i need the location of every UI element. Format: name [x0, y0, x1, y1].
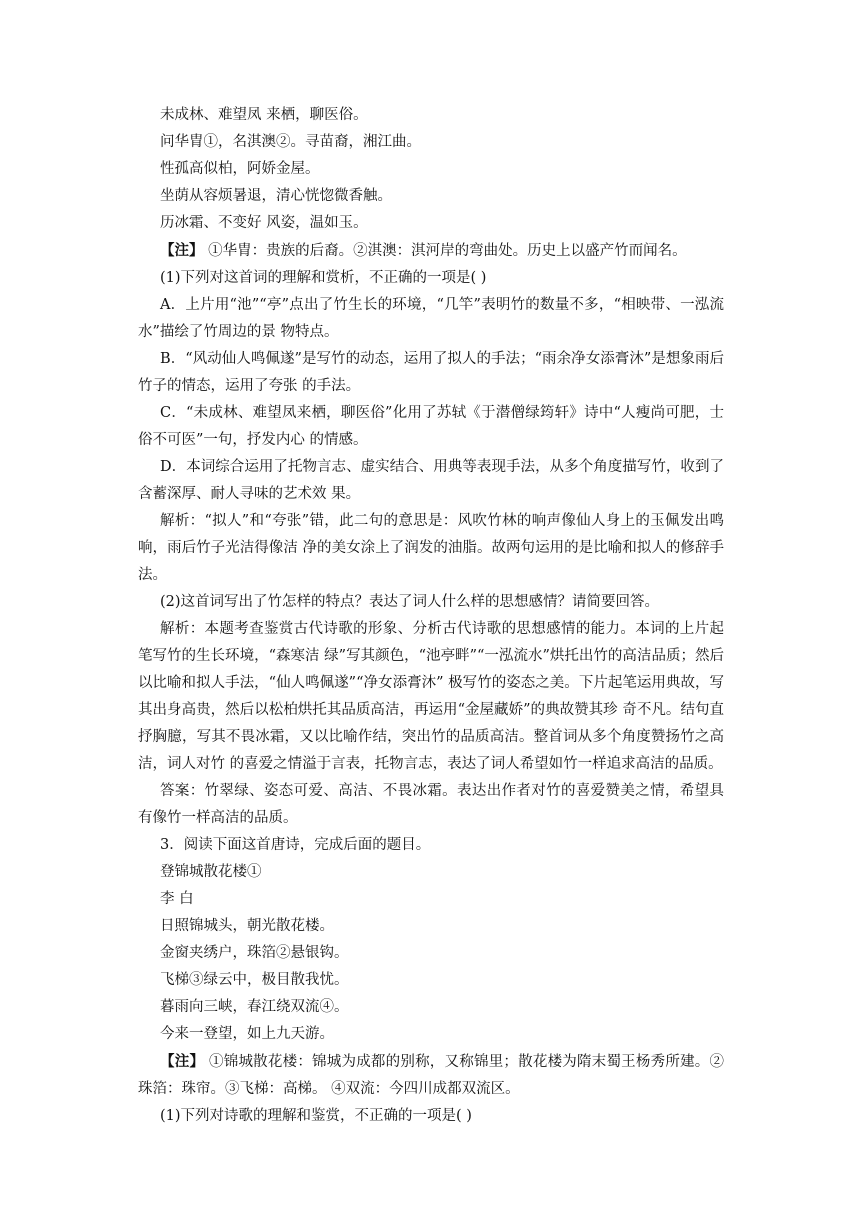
analysis-2: 解析：本题考查鉴赏古代诗歌的形象、分析古代诗歌的思想感情的能力。本词的上片起笔写竹的生长环境，“森寒洁 绿”写其颜色，“池亭畔”“一泓流水”烘托出竹的高洁品质；然后以比喻和拟人手法，“仙人鸣佩遂”“净女添膏沐” 极写竹的姿态之美。下片起笔运用典故，写其出身高贵，然后以松柏烘托其品质高洁，再运用“金屋藏娇”的典故赞其珍 奇不凡。结句直抒胸臆，写其不畏冰霜，又以比喻作结，突出竹的品质高洁。整首词从多个角度赞扬竹之高洁，词人对竹 的喜爱之情溢于言表，托物言志，表达了词人希望如竹一样追求高洁的品质。 — [138, 621, 724, 772]
note-text: ①锦城散花楼：锦城为成都的别称，又称锦里；散花楼为隋末蜀王杨秀所建。②珠箔：珠帘。③飞梯：高梯。 ④双流：今四川成都双流区。 — [138, 1054, 725, 1097]
poem-note — [138, 237, 724, 265]
poem-line: 日照锦城头，朝光散花楼。 — [160, 918, 334, 934]
question-1: (1)下列对这首词的理解和赏析，不正确的一项是( ) — [160, 270, 487, 286]
option-c: C．“未成林、难望凤来栖，聊医俗”化用了苏轼《于潜僧绿筠轩》诗中“人瘦尚可肥，士俗不可医”一句，抒发内心 的情感。 — [138, 405, 724, 448]
poem-line: 坐荫从容烦暑退，清心恍惚微香触。 — [160, 188, 392, 204]
option-d: D．本词综合运用了托物言志、虚实结合、用典等表现手法，从多个角度描写竹，收到了含蓄深厚、耐人寻味的艺术效 果。 — [138, 459, 724, 502]
option-b: B．“风动仙人鸣佩遂”是写竹的动态，运用了拟人的手法；“雨余净女添膏沐”是想象雨后竹子的情态，运用了夸张 的手法。 — [138, 351, 724, 394]
poem-line: 问华胄①，名淇澳②。寻苗裔，湘江曲。 — [160, 134, 421, 150]
poem-note — [138, 1048, 724, 1103]
section-3-intro: 3．阅读下面这首唐诗，完成后面的题目。 — [160, 837, 431, 853]
analysis-1: 解析：“拟人”和“夸张”错，此二句的意思是：风吹竹林的响声像仙人身上的玉佩发出鸣响，雨后竹子光洁得像洁 净的美女涂上了润发的油脂。故两句运用的是比喻和拟人的修辞手法。 — [138, 513, 724, 583]
option-a: A．上片用“池”“亭”点出了竹生长的环境，“几竿”表明竹的数量不多，“相映带、一泓流水”描绘了竹周边的景 物特点。 — [138, 297, 724, 340]
poem-line: 暮雨向三峡，春江绕双流④。 — [160, 999, 349, 1015]
poem-line: 金窗夹绣户，珠箔②悬银钩。 — [160, 945, 349, 961]
poem-line: 未成林、难望凤 来栖，聊医俗。 — [160, 107, 368, 123]
note-text: ①华胄：贵族的后裔。②淇澳：淇河岸的弯曲处。历史上以盛产竹而闻名。 — [203, 243, 687, 259]
answer-2: 答案：竹翠绿、姿态可爱、高洁、不畏冰霜。表达出作者对竹的喜爱赞美之情，希望具有像竹一样高洁的品质。 — [138, 783, 724, 826]
poem-author: 李 白 — [160, 891, 194, 907]
poem-title: 登锦城散花楼① — [160, 864, 262, 880]
note-tag: 【注】 — [160, 242, 204, 259]
poem-line: 性孤高似柏，阿娇金屋。 — [160, 161, 320, 177]
question-2: (2)这首词写出了竹怎样的特点？表达了词人什么样的思想感情？请简要回答。 — [160, 594, 660, 610]
document-body — [138, 102, 724, 1130]
note-tag: 【注】 — [160, 1053, 205, 1070]
poem-line: 飞梯③绿云中，极目散我忧。 — [160, 972, 349, 988]
poem-line: 今来一登望，如上九天游。 — [160, 1026, 334, 1042]
question-3: (1)下列对诗歌的理解和鉴赏，不正确的一项是( ) — [160, 1108, 472, 1124]
poem-line: 历冰霜、不变好 风姿，温如玉。 — [160, 215, 368, 231]
